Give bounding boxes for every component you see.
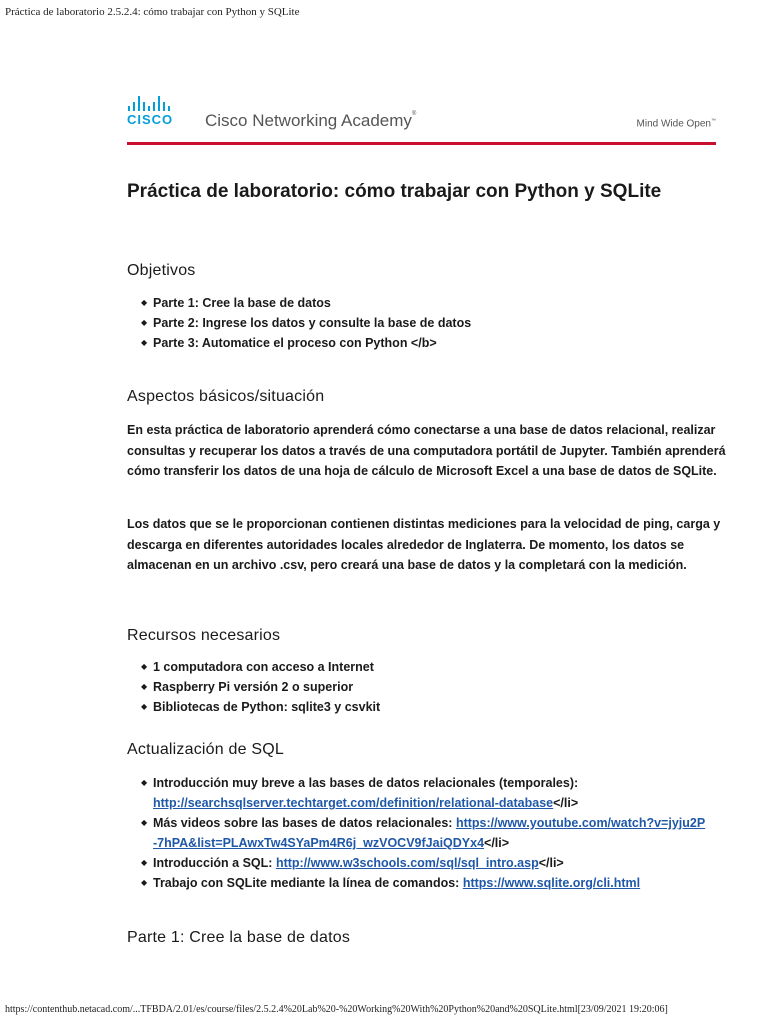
bullet-icon: ◆	[141, 318, 148, 327]
academy-banner	[127, 94, 716, 146]
registered-mark: ®	[411, 111, 417, 117]
tagline: Mind Wide Open™	[636, 118, 716, 130]
list-item: ◆ Parte 2: Ingrese los datos y consulte la base de datos	[127, 313, 687, 333]
cisco-bars-icon	[127, 94, 189, 111]
background-paragraph-1: En esta práctica de laboratorio aprenderá cómo conectarse a una base de datos relacional, realizar consultas y recuperar los datos a través de una computadora portátil de Jupyter. También aprenderá cómo transferir los datos de una hoja de cálculo de Microsoft Excel a una base de datos de SQLite.	[127, 423, 726, 478]
relational-database-link[interactable]: http://searchsqlserver.techtarget.com/definition/relational-database	[153, 796, 554, 810]
bullet-icon: ◆	[141, 858, 148, 867]
cisco-wordmark: CISCO	[127, 112, 174, 127]
list-item: ◆ Raspberry Pi versión 2 o superior	[127, 677, 687, 697]
objectives-list	[127, 293, 687, 353]
background-heading: Aspectos básicos/situación	[127, 388, 325, 405]
bullet-icon: ◆	[141, 818, 148, 827]
list-item: ◆ Parte 3: Automatice el proceso con Python </b>	[127, 333, 687, 353]
bullet-icon: ◆	[141, 682, 148, 691]
page-title: Práctica de laboratorio: cómo trabajar con Python y SQLite	[127, 181, 662, 202]
list-item: ◆ Introducción muy breve a las bases de datos relacionales (temporales): http://searchsqlserver.techtarget.com/definition/relational-database</li>	[127, 773, 707, 813]
trademark-mark: ™	[711, 118, 716, 124]
list-item: ◆ Trabajo con SQLite mediante la línea de comandos: https://www.sqlite.org/cli.html	[127, 873, 707, 893]
bullet-icon: ◆	[141, 878, 148, 887]
sql-intro-link[interactable]: http://www.w3schools.com/sql/sql_intro.asp	[275, 856, 539, 870]
background-paragraph-2: Los datos que se le proporcionan contienen distintas mediciones para la velocidad de ping, carga y descarga en diferentes autoridades locales alrededor de Inglaterra. De momento, los datos se almacenan en un archivo .csv, pero creará una base de datos y la completará con la medición.	[127, 517, 721, 572]
list-item: ◆ Más videos sobre las bases de datos relacionales: https://www.youtube.com/watch?v=jyju2P-7hPA&list=PLAwxTw4SYaPm4R6j_wzVOCV9fJaiQDYx4</li>	[127, 813, 707, 853]
youtube-videos-link[interactable]: https://www.youtube.com/watch?v=jyju2P-7hPA&list=PLAwxTw4SYaPm4R6j_wzVOCV9fJaiQDYx4	[153, 816, 706, 850]
bullet-icon: ◆	[141, 778, 148, 787]
bullet-icon: ◆	[141, 298, 148, 307]
bullet-icon: ◆	[141, 662, 148, 671]
list-item: ◆ Parte 1: Cree la base de datos	[127, 293, 687, 313]
bullet-icon: ◆	[141, 702, 148, 711]
resources-list	[127, 657, 687, 717]
print-footer: https://contenthub.netacad.com/...TFBDA/2.01/es/course/files/2.5.2.4%20Lab%20-%20Working%20With%20Python%20and%20SQLite.html[23/09/2021 19:20:06]	[5, 1004, 668, 1015]
bullet-icon: ◆	[141, 338, 148, 347]
part1-heading: Parte 1: Cree la base de datos	[127, 929, 351, 946]
sqlite-cli-link[interactable]: https://www.sqlite.org/cli.html	[462, 876, 641, 890]
objectives-heading: Objetivos	[127, 262, 196, 279]
academy-name: Cisco Networking Academy®	[205, 111, 417, 130]
list-item: ◆ Introducción a SQL: http://www.w3schools.com/sql/sql_intro.asp</li>	[127, 853, 707, 873]
sql-links-list	[127, 773, 707, 893]
print-header: Práctica de laboratorio 2.5.2.4: cómo trabajar con Python y SQLite	[5, 6, 300, 18]
banner-rule	[127, 142, 716, 145]
list-item: ◆ Bibliotecas de Python: sqlite3 y csvkit	[127, 697, 687, 717]
resources-heading: Recursos necesarios	[127, 627, 281, 644]
cisco-logo	[127, 94, 189, 128]
list-item: ◆ 1 computadora con acceso a Internet	[127, 657, 687, 677]
sql-heading: Actualización de SQL	[127, 741, 284, 758]
